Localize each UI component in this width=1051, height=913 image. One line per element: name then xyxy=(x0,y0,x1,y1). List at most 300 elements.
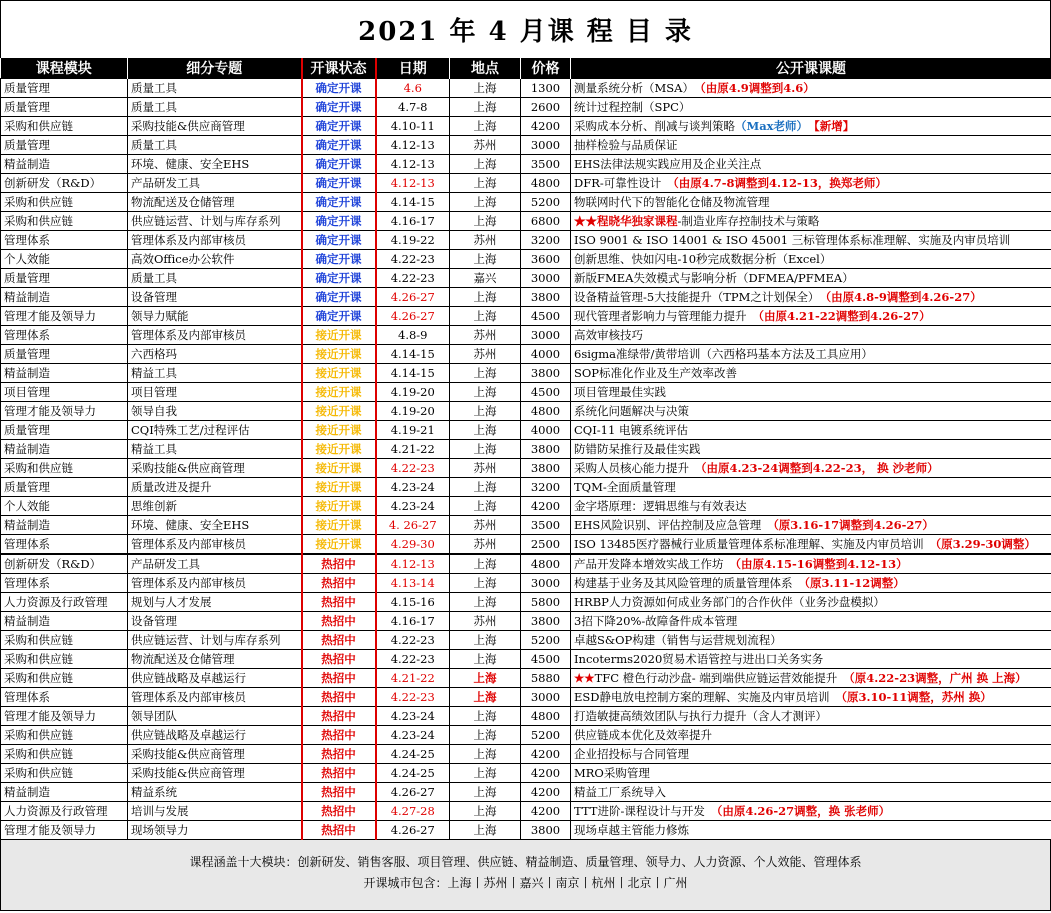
table-row xyxy=(1,459,1051,478)
cell-course-title xyxy=(571,231,1051,250)
cell-date: 4.22-23 xyxy=(376,650,450,669)
cell-price: 3500 xyxy=(521,155,571,174)
cell-course-title xyxy=(571,212,1051,231)
cell-course-title xyxy=(571,79,1051,98)
cell-course-title xyxy=(571,174,1051,193)
cell-location: 上海 xyxy=(450,650,521,669)
cell-module: 管理体系 xyxy=(1,688,128,707)
course-title-text: ISO 9001 & ISO 14001 & ISO 45001 三标管理体系标准理解、实施及内审员培训 xyxy=(574,232,1011,247)
table-row xyxy=(1,478,1051,497)
schedule-note: （原3.10-11调整，苏州 换） xyxy=(835,689,992,704)
cell-module: 精益制造 xyxy=(1,440,128,459)
cell-price: 4800 xyxy=(521,174,571,193)
schedule-note: （原3.16-17调整到4.26-27） xyxy=(767,517,934,532)
cell-date: 4.14-15 xyxy=(376,345,450,364)
cell-location: 上海 xyxy=(450,98,521,117)
course-title-text: CQI-11 电镀系统评估 xyxy=(574,422,688,437)
cell-course-title xyxy=(571,155,1051,174)
cell-price: 6800 xyxy=(521,212,571,231)
cell-topic: 质量改进及提升 xyxy=(128,478,302,497)
cell-status: 接近开课 xyxy=(302,383,376,402)
cell-price: 3800 xyxy=(521,440,571,459)
cell-price: 3000 xyxy=(521,326,571,345)
table-row xyxy=(1,554,1051,574)
cell-status: 热招中 xyxy=(302,783,376,802)
course-title-text: TFC 橙色行动沙盘- 端到端供应链运营效能提升 xyxy=(594,670,838,685)
course-title-text: 精益工厂系统导入 xyxy=(574,784,666,799)
cell-location: 上海 xyxy=(450,478,521,497)
table-row xyxy=(1,383,1051,402)
cell-course-title xyxy=(571,421,1051,440)
cell-location: 上海 xyxy=(450,250,521,269)
cell-topic: 管理体系及内部审核员 xyxy=(128,574,302,593)
cell-course-title xyxy=(571,193,1051,212)
cell-topic: 精益系统 xyxy=(128,783,302,802)
table-row xyxy=(1,726,1051,745)
cell-price: 3800 xyxy=(521,612,571,631)
cell-status: 确定开课 xyxy=(302,98,376,117)
cell-topic: 设备管理 xyxy=(128,612,302,631)
table-row xyxy=(1,345,1051,364)
cell-module: 精益制造 xyxy=(1,783,128,802)
course-title-text: 抽样检验与品质保证 xyxy=(574,137,678,152)
cell-location: 上海 xyxy=(450,802,521,821)
cell-course-title xyxy=(571,535,1051,555)
cell-course-title xyxy=(571,726,1051,745)
cell-course-title xyxy=(571,650,1051,669)
cell-location: 上海 xyxy=(450,174,521,193)
cell-status: 热招中 xyxy=(302,726,376,745)
cell-location: 上海 xyxy=(450,497,521,516)
cell-module: 精益制造 xyxy=(1,364,128,383)
cell-price: 4500 xyxy=(521,383,571,402)
cell-course-title xyxy=(571,554,1051,574)
table-row xyxy=(1,707,1051,726)
cell-module: 管理体系 xyxy=(1,574,128,593)
cell-module: 采购和供应链 xyxy=(1,764,128,783)
cell-status: 热招中 xyxy=(302,612,376,631)
cell-location: 上海 xyxy=(450,212,521,231)
cell-topic: 产品研发工具 xyxy=(128,554,302,574)
cell-location: 上海 xyxy=(450,783,521,802)
cell-module: 采购和供应链 xyxy=(1,193,128,212)
star-badge: ★★ xyxy=(574,670,595,685)
cell-status: 确定开课 xyxy=(302,288,376,307)
cell-course-title xyxy=(571,574,1051,593)
cell-module: 管理才能及领导力 xyxy=(1,707,128,726)
cell-date: 4.15-16 xyxy=(376,593,450,612)
cell-topic: 培训与发展 xyxy=(128,802,302,821)
table-row xyxy=(1,688,1051,707)
cell-date: 4.19-20 xyxy=(376,383,450,402)
schedule-note: （由原4.7-8调整到4.12-13，换郑老师） xyxy=(667,175,887,190)
schedule-note: （由原4.15-16调整到4.12-13） xyxy=(729,556,908,571)
cell-topic: 采购技能&供应商管理 xyxy=(128,459,302,478)
cell-location: 上海 xyxy=(450,421,521,440)
cell-date: 4.22-23 xyxy=(376,459,450,478)
cell-course-title xyxy=(571,707,1051,726)
cell-price: 4500 xyxy=(521,650,571,669)
cell-date: 4.12-13 xyxy=(376,174,450,193)
cell-topic: 精益工具 xyxy=(128,440,302,459)
cell-location: 上海 xyxy=(450,707,521,726)
cell-location: 上海 xyxy=(450,364,521,383)
cell-location: 上海 xyxy=(450,402,521,421)
cell-date: 4.22-23 xyxy=(376,688,450,707)
cell-status: 热招中 xyxy=(302,631,376,650)
table-row xyxy=(1,155,1051,174)
cell-topic: 采购技能&供应商管理 xyxy=(128,117,302,136)
cell-course-title xyxy=(571,269,1051,288)
cell-status: 接近开课 xyxy=(302,440,376,459)
course-title-text: 3招下降20%-故障备件成本管理 xyxy=(574,613,738,628)
cell-status: 热招中 xyxy=(302,764,376,783)
cell-location: 上海 xyxy=(450,745,521,764)
cell-status: 热招中 xyxy=(302,593,376,612)
cell-date: 4.26-27 xyxy=(376,783,450,802)
course-title-text: 新版FMEA失效模式与影响分析（DFMEA/PFMEA） xyxy=(574,270,854,285)
cell-topic: 领导自我 xyxy=(128,402,302,421)
cell-status: 确定开课 xyxy=(302,307,376,326)
table-row xyxy=(1,497,1051,516)
cell-module: 管理才能及领导力 xyxy=(1,821,128,840)
cell-module: 采购和供应链 xyxy=(1,669,128,688)
cell-location: 上海 xyxy=(450,383,521,402)
cell-course-title xyxy=(571,364,1051,383)
cell-location: 苏州 xyxy=(450,535,521,555)
cell-topic: 管理体系及内部审核员 xyxy=(128,688,302,707)
schedule-note: （原4.22-23调整，广州 换 上海） xyxy=(843,670,1027,685)
course-title-text: 项目管理最佳实践 xyxy=(574,384,666,399)
cell-status: 接近开课 xyxy=(302,497,376,516)
cell-location: 上海 xyxy=(450,307,521,326)
cell-price: 4200 xyxy=(521,783,571,802)
cell-topic: 质量工具 xyxy=(128,269,302,288)
cell-status: 接近开课 xyxy=(302,364,376,383)
cell-price: 5200 xyxy=(521,193,571,212)
cell-location: 苏州 xyxy=(450,612,521,631)
cell-module: 创新研发（R&D） xyxy=(1,174,128,193)
cell-date: 4.23-24 xyxy=(376,478,450,497)
table-row xyxy=(1,783,1051,802)
cell-course-title xyxy=(571,136,1051,155)
table-header xyxy=(1,58,1051,79)
cell-date: 4.12-13 xyxy=(376,155,450,174)
schedule-note: （由原4.9调整到4.6） xyxy=(699,80,815,95)
table-row xyxy=(1,79,1051,98)
cell-price: 2600 xyxy=(521,98,571,117)
cell-module: 精益制造 xyxy=(1,288,128,307)
cell-date: 4.14-15 xyxy=(376,193,450,212)
course-title-text: SOP标准化作业及生产效率改善 xyxy=(574,365,738,380)
cell-module: 管理才能及领导力 xyxy=(1,307,128,326)
cell-topic: 六西格玛 xyxy=(128,345,302,364)
cell-topic: 供应链战略及卓越运行 xyxy=(128,669,302,688)
course-title-text: -制造业库存控制技术与策略 xyxy=(677,213,820,228)
course-title-text: 物联网时代下的智能化仓储及物流管理 xyxy=(574,194,770,209)
cell-status: 确定开课 xyxy=(302,231,376,250)
cell-status: 接近开课 xyxy=(302,478,376,497)
cell-price: 3200 xyxy=(521,478,571,497)
cell-topic: 供应链战略及卓越运行 xyxy=(128,726,302,745)
cell-location: 上海 xyxy=(450,726,521,745)
table-row xyxy=(1,745,1051,764)
table-row xyxy=(1,402,1051,421)
cell-location: 上海 xyxy=(450,688,521,707)
cell-price: 4200 xyxy=(521,802,571,821)
cell-topic: 项目管理 xyxy=(128,383,302,402)
cell-location: 上海 xyxy=(450,155,521,174)
cell-status: 接近开课 xyxy=(302,326,376,345)
cell-status: 确定开课 xyxy=(302,79,376,98)
cell-module: 精益制造 xyxy=(1,155,128,174)
table-row xyxy=(1,193,1051,212)
cell-price: 3500 xyxy=(521,516,571,535)
cell-date: 4.7-8 xyxy=(376,98,450,117)
cell-location: 苏州 xyxy=(450,516,521,535)
cell-price: 3800 xyxy=(521,288,571,307)
course-title-text: 企业招投标与合同管理 xyxy=(574,746,689,761)
cell-module: 管理体系 xyxy=(1,231,128,250)
cell-topic: 领导团队 xyxy=(128,707,302,726)
cell-module: 管理体系 xyxy=(1,326,128,345)
cell-location: 上海 xyxy=(450,554,521,574)
cell-location: 上海 xyxy=(450,193,521,212)
cell-status: 接近开课 xyxy=(302,345,376,364)
cell-status: 接近开课 xyxy=(302,535,376,555)
cell-status: 确定开课 xyxy=(302,174,376,193)
cell-price: 3000 xyxy=(521,269,571,288)
cell-status: 确定开课 xyxy=(302,250,376,269)
schedule-note: （由原4.21-22调整到4.26-27） xyxy=(752,308,931,323)
table-row xyxy=(1,821,1051,840)
schedule-note: （由原4.26-27调整，换 张老师） xyxy=(710,803,891,818)
cell-price: 4200 xyxy=(521,745,571,764)
cell-module: 采购和供应链 xyxy=(1,212,128,231)
table-row xyxy=(1,136,1051,155)
course-title-text: TTT进阶-课程设计与开发 xyxy=(574,803,705,818)
cell-price: 1300 xyxy=(521,79,571,98)
course-table xyxy=(0,58,1051,840)
cell-date: 4.29-30 xyxy=(376,535,450,555)
cell-module: 采购和供应链 xyxy=(1,631,128,650)
cell-price: 5800 xyxy=(521,593,571,612)
cell-module: 采购和供应链 xyxy=(1,745,128,764)
cell-date: 4.27-28 xyxy=(376,802,450,821)
course-title-text: 统计过程控制（SPC） xyxy=(574,99,691,114)
cell-module: 质量管理 xyxy=(1,478,128,497)
cell-location: 上海 xyxy=(450,764,521,783)
cell-price: 3000 xyxy=(521,574,571,593)
cell-status: 热招中 xyxy=(302,707,376,726)
cell-topic: 环境、健康、安全EHS xyxy=(128,516,302,535)
cell-status: 接近开课 xyxy=(302,402,376,421)
cell-topic: 采购技能&供应商管理 xyxy=(128,745,302,764)
cell-price: 4000 xyxy=(521,421,571,440)
cell-course-title xyxy=(571,402,1051,421)
page-title: 2021 年 4 月课 程 目 录 xyxy=(0,0,1051,58)
course-title-text: TQM-全面质量管理 xyxy=(574,479,676,494)
header-course-title: 公开课课题 xyxy=(571,58,1051,79)
cell-topic: 物流配送及仓储管理 xyxy=(128,193,302,212)
cell-status: 接近开课 xyxy=(302,459,376,478)
cell-location: 苏州 xyxy=(450,345,521,364)
cell-module: 管理体系 xyxy=(1,535,128,555)
cell-topic: 精益工具 xyxy=(128,364,302,383)
course-title-text: 高效审核技巧 xyxy=(574,327,643,342)
cell-course-title xyxy=(571,307,1051,326)
header-topic: 细分专题 xyxy=(128,58,302,79)
cell-date: 4.16-17 xyxy=(376,212,450,231)
cell-location: 上海 xyxy=(450,440,521,459)
cell-date: 4.22-23 xyxy=(376,250,450,269)
cell-date: 4.23-24 xyxy=(376,726,450,745)
cell-price: 3600 xyxy=(521,250,571,269)
cell-date: 4.10-11 xyxy=(376,117,450,136)
cell-price: 4800 xyxy=(521,554,571,574)
table-row xyxy=(1,669,1051,688)
cell-module: 采购和供应链 xyxy=(1,117,128,136)
course-title-text: 采购人员核心能力提升 xyxy=(574,460,689,475)
cell-location: 苏州 xyxy=(450,136,521,155)
table-row xyxy=(1,574,1051,593)
cell-date: 4.26-27 xyxy=(376,821,450,840)
cell-module: 项目管理 xyxy=(1,383,128,402)
cell-topic: 领导力赋能 xyxy=(128,307,302,326)
schedule-note: （由原4.23-24调整到4.22-23， 换 沙老师） xyxy=(695,460,939,475)
cell-course-title xyxy=(571,688,1051,707)
cell-location: 上海 xyxy=(450,117,521,136)
cell-status: 热招中 xyxy=(302,574,376,593)
cell-price: 4200 xyxy=(521,497,571,516)
cell-location: 苏州 xyxy=(450,326,521,345)
cell-date: 4.24-25 xyxy=(376,764,450,783)
course-title-text: 构建基于业务及其风险管理的质量管理体系 xyxy=(574,575,793,590)
course-title-text: 金字塔原理：逻辑思维与有效表达 xyxy=(574,498,747,513)
cell-location: 苏州 xyxy=(450,459,521,478)
cell-location: 上海 xyxy=(450,669,521,688)
course-title-text: 系统化问题解决与决策 xyxy=(574,403,689,418)
cell-course-title xyxy=(571,612,1051,631)
cell-date: 4.26-27 xyxy=(376,288,450,307)
cell-course-title xyxy=(571,98,1051,117)
cell-date: 4.6 xyxy=(376,79,450,98)
cell-price: 4500 xyxy=(521,307,571,326)
cell-course-title xyxy=(571,117,1051,136)
course-title-text: 创新思维、快如闪电-10秒完成数据分析（Excel） xyxy=(574,251,832,266)
table-row xyxy=(1,364,1051,383)
cell-topic: 高效Office办公软件 xyxy=(128,250,302,269)
table-row xyxy=(1,212,1051,231)
course-title-text: 卓越S&OP构建（销售与运营规划流程） xyxy=(574,632,782,647)
cell-status: 确定开课 xyxy=(302,193,376,212)
cell-date: 4.24-25 xyxy=(376,745,450,764)
table-row xyxy=(1,174,1051,193)
table-row xyxy=(1,516,1051,535)
cell-module: 精益制造 xyxy=(1,612,128,631)
table-row xyxy=(1,764,1051,783)
cell-module: 人力资源及行政管理 xyxy=(1,593,128,612)
cell-course-title xyxy=(571,821,1051,840)
footer-cities: 开课城市包含：上海丨苏州丨嘉兴丨南京丨杭州丨北京丨广州 xyxy=(363,876,688,890)
cell-topic: 质量工具 xyxy=(128,79,302,98)
cell-date: 4.26-27 xyxy=(376,307,450,326)
cell-status: 确定开课 xyxy=(302,269,376,288)
course-title-text: EHS法律法规实践应用及企业关注点 xyxy=(574,156,762,171)
cell-date: 4.19-22 xyxy=(376,231,450,250)
cell-module: 个人效能 xyxy=(1,497,128,516)
cell-topic: 供应链运营、计划与库存系列 xyxy=(128,212,302,231)
cell-topic: 供应链运营、计划与库存系列 xyxy=(128,631,302,650)
cell-price: 4000 xyxy=(521,345,571,364)
cell-date: 4.8-9 xyxy=(376,326,450,345)
table-row xyxy=(1,117,1051,136)
course-title-text: 6sigma准绿带/黄带培训（六西格玛基本方法及工具应用） xyxy=(574,346,873,361)
cell-price: 3000 xyxy=(521,688,571,707)
course-title-text: HRBP人力资源如何成业务部门的合作伙伴（业务沙盘模拟） xyxy=(574,594,885,609)
cell-topic: 采购技能&供应商管理 xyxy=(128,764,302,783)
table-row xyxy=(1,535,1051,555)
cell-date: 4.19-21 xyxy=(376,421,450,440)
cell-topic: CQI特殊工艺/过程评估 xyxy=(128,421,302,440)
table-row xyxy=(1,650,1051,669)
cell-module: 采购和供应链 xyxy=(1,650,128,669)
table-row xyxy=(1,326,1051,345)
cell-location: 嘉兴 xyxy=(450,269,521,288)
cell-status: 热招中 xyxy=(302,650,376,669)
table-row xyxy=(1,288,1051,307)
table-row xyxy=(1,307,1051,326)
cell-location: 上海 xyxy=(450,288,521,307)
cell-module: 质量管理 xyxy=(1,345,128,364)
header-location: 地点 xyxy=(450,58,521,79)
cell-status: 热招中 xyxy=(302,554,376,574)
course-title-text: DFR-可靠性设计 xyxy=(574,175,662,190)
cell-price: 2500 xyxy=(521,535,571,555)
cell-module: 人力资源及行政管理 xyxy=(1,802,128,821)
table-row xyxy=(1,98,1051,117)
cell-date: 4.22-23 xyxy=(376,269,450,288)
cell-status: 热招中 xyxy=(302,745,376,764)
cell-topic: 设备管理 xyxy=(128,288,302,307)
cell-module: 创新研发（R&D） xyxy=(1,554,128,574)
cell-price: 5200 xyxy=(521,631,571,650)
cell-module: 质量管理 xyxy=(1,79,128,98)
cell-date: 4.19-20 xyxy=(376,402,450,421)
cell-date: 4. 26-27 xyxy=(376,516,450,535)
cell-course-title xyxy=(571,631,1051,650)
cell-module: 质量管理 xyxy=(1,269,128,288)
schedule-note: （原3.29-30调整） xyxy=(929,536,1036,551)
cell-status: 确定开课 xyxy=(302,136,376,155)
cell-course-title xyxy=(571,326,1051,345)
cell-module: 采购和供应链 xyxy=(1,726,128,745)
cell-status: 热招中 xyxy=(302,802,376,821)
cell-topic: 规划与人才发展 xyxy=(128,593,302,612)
cell-price: 4200 xyxy=(521,764,571,783)
cell-status: 接近开课 xyxy=(302,421,376,440)
cell-course-title xyxy=(571,764,1051,783)
cell-status: 确定开课 xyxy=(302,117,376,136)
cell-status: 热招中 xyxy=(302,821,376,840)
table-row xyxy=(1,440,1051,459)
cell-topic: 物流配送及仓储管理 xyxy=(128,650,302,669)
schedule-note: （原3.11-12调整） xyxy=(798,575,905,590)
cell-course-title xyxy=(571,478,1051,497)
table-row xyxy=(1,593,1051,612)
cell-price: 3000 xyxy=(521,136,571,155)
cell-course-title xyxy=(571,250,1051,269)
